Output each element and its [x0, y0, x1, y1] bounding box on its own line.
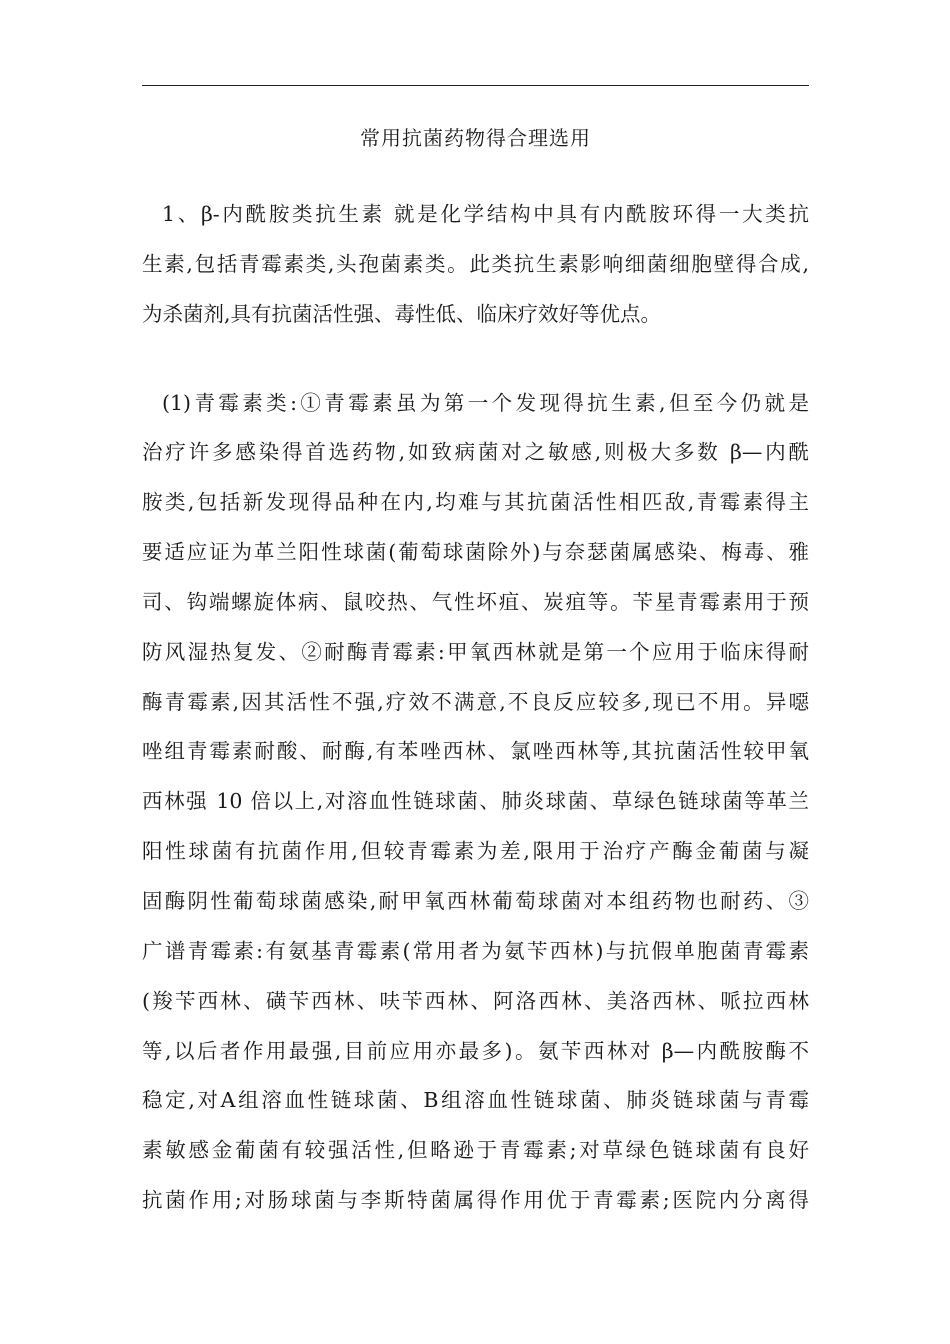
paragraph-gap	[142, 344, 809, 383]
text-line: 稳定,对A组溶血性链球菌、B组溶血性链球菌、肺炎链球菌与青霉	[142, 1088, 809, 1113]
text-line: 广谱青霉素:有氨基青霉素(常用者为氨苄西林)与抗假单胞菌青霉素	[142, 938, 809, 963]
text-line: 阳性球菌有抗菌作用,但较青霉素为差,限用于治疗产酶金葡菌与凝	[142, 839, 809, 864]
text-line: (羧苄西林、磺苄西林、呋苄西林、阿洛西林、美洛西林、哌拉西林	[142, 988, 809, 1013]
document-title: 常用抗菌药物得合理选用	[360, 126, 591, 150]
text-line: 为杀菌剂,具有抗菌活性强、毒性低、临床疗效好等优点。	[142, 301, 662, 326]
text-line: 等,以后者作用最强,目前应用亦最多)。氨苄西林对 β—内酰胺酶不	[142, 1038, 809, 1063]
text-line: 胺类,包括新发现得品种在内,均难与其抗菌活性相匹敌,青霉素得主	[142, 490, 809, 515]
paragraph-beta-lactam	[142, 194, 809, 344]
text-line: (1)青霉素类:①青霉素虽为第一个发现得抗生素,但至今仍就是	[162, 390, 809, 415]
text-line: 生素,包括青霉素类,头孢菌素类。此类抗生素影响细菌细胞壁得合成,	[142, 251, 809, 276]
text-line: 固酶阴性葡萄球菌感染,耐甲氧西林葡萄球菌对本组药物也耐药、③	[142, 888, 809, 913]
text-line: 治疗许多感染得首选药物,如致病菌对之敏感,则极大多数 β—内酰	[142, 440, 809, 465]
text-line: 防风湿热复发、②耐酶青霉素:甲氧西林就是第一个应用于临床得耐	[142, 639, 809, 664]
text-line: 司、钩端螺旋体病、鼠咬热、气性坏疽、炭疽等。苄星青霉素用于预	[142, 589, 809, 614]
text-line: 酶青霉素,因其活性不强,疗效不满意,不良反应较多,现已不用。异噁	[142, 689, 809, 714]
paragraph-penicillins	[142, 383, 809, 1230]
text-line: 1、β-内酰胺类抗生素 就是化学结构中具有内酰胺环得一大类抗	[162, 202, 809, 226]
document-body	[142, 194, 809, 1230]
text-line: 西林强 10 倍以上,对溶血性链球菌、肺炎球菌、草绿色链球菌等革兰	[142, 789, 809, 814]
header-rule	[142, 85, 809, 86]
text-line: 抗菌作用;对肠球菌与李斯特菌属得作用优于青霉素;医院内分离得	[142, 1188, 809, 1213]
text-line: 素敏感金葡菌有较强活性,但略逊于青霉素;对草绿色链球菌有良好	[142, 1138, 809, 1163]
text-line: 唑组青霉素耐酸、耐酶,有苯唑西林、氯唑西林等,其抗菌活性较甲氧	[142, 739, 809, 764]
text-line: 要适应证为革兰阳性球菌(葡萄球菌除外)与奈瑟菌属感染、梅毒、雅	[142, 540, 809, 565]
